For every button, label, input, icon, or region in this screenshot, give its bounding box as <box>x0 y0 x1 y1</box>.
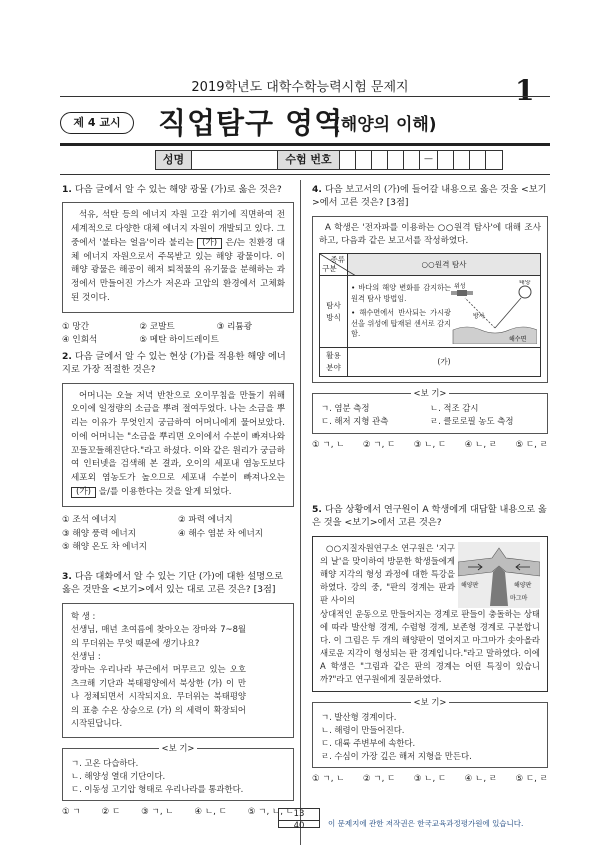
subject-title: 직업탐구 영역 <box>158 106 344 140</box>
bogi-item: ㄷ. 해저 지형 관측 <box>321 416 389 427</box>
answer-option[interactable]: ④ 인회석 <box>62 335 98 346</box>
bogi-item: ㄴ. 적조 감시 <box>430 403 479 414</box>
session-badge: 제 4 교시 <box>60 112 134 134</box>
method-cell <box>348 276 541 348</box>
svg-text:위성: 위성 <box>454 282 466 290</box>
exam-number-digit[interactable] <box>438 151 454 169</box>
bogi-item: ㄹ. 수심이 가장 깊은 해저 지형을 만든다. <box>321 750 472 761</box>
bogi-item: ㄹ. 클로로필 농도 측정 <box>430 416 514 427</box>
page-number: 1 <box>515 74 535 107</box>
bogi-label: <보 기> <box>411 388 450 398</box>
exam-number-digit[interactable] <box>486 151 502 169</box>
answer-options <box>62 514 294 555</box>
method-item: • 해수면에서 반사되는 가시광선을 위성에 탑재된 센서로 감지함. <box>351 307 451 339</box>
exam-number-digit[interactable] <box>388 151 404 169</box>
svg-text:방사: 방사 <box>473 312 485 320</box>
answer-option[interactable]: ④ 해수 염분 차 에너지 <box>178 528 264 539</box>
satellite-illustration <box>451 280 537 344</box>
passage-box <box>62 202 294 312</box>
name-label: 성명 <box>156 151 192 169</box>
answer-options <box>62 321 294 348</box>
page-total: 40 <box>293 820 305 831</box>
passage-text: 은/는 친환경 대체 에너지 자원으로서 주목받고 있는 해양 광물이다. 이 해양 광물은 해공이 해저 퇴적물의 유기물을 분해하는 과정에서 만들어진 가스가 저온과 고압의 환경에서 고체화된 것이다. <box>71 237 286 303</box>
bogi-item: ㄷ. 이동성 고기압 형태로 우리나라를 통과한다. <box>71 783 244 794</box>
answer-option[interactable]: ① ㄱ, ㄴ <box>312 773 345 784</box>
question-number: 5. <box>312 504 322 515</box>
passage-text: 어머니는 오늘 저녁 반찬으로 오이무침을 만들기 위해 오이에 일정량의 소금을 뿌려 절여두었다. 나는 소금을 뿌리는 이유가 무엇인지 궁금하여 어머니에게 물어보았다. 이에 어머니는 "소금을 뿌리면 오이에서 수분이 빠져나와 꼬들꼬들해진단다."라고 하셨다. 이와 같은 원리가 궁금하여 인터넷을 검색해 본 결과, 오이의 세포내 염농도보다 세포외 염농도가 높으므로 세포내 수분이 빠져나오는 <box>71 390 286 484</box>
report-intro: A 학생은 '전자파를 이용하는 ○○원격 탐사'에 대해 조사하고, 다음과 같은 보고서를 작성하였다. <box>319 222 541 247</box>
sun-icon <box>519 286 531 298</box>
svg-text:해양판: 해양판 <box>461 581 479 589</box>
question-number: 1. <box>62 184 72 195</box>
page-counter <box>278 808 320 831</box>
svg-text:해양판: 해양판 <box>514 581 532 589</box>
answer-options <box>312 439 548 452</box>
question-text: 다음 글에서 알 수 있는 현상 (가)를 적용한 해양 에너지로 가장 적절한 것은? <box>62 351 286 376</box>
question-text: 다음 상황에서 연구원이 A 학생에게 대답할 내용으로 옳은 것을 <보기>에서 고른 것은? <box>312 504 547 529</box>
blank-marker: (가) <box>197 238 222 249</box>
answer-option[interactable]: ① 조석 에너지 <box>62 514 117 525</box>
answer-option[interactable]: ③ 해양 풍력 에너지 <box>62 528 137 539</box>
bogi-item: ㄷ. 대륙 주변부에 속한다. <box>321 737 416 748</box>
column-header: ○○원격 탐사 <box>348 254 541 276</box>
copyright-notice: 이 문제지에 관한 저작권은 한국교육과정평가원에 있습니다. <box>328 819 524 828</box>
exam-title: 2019학년도 대학수학능력시험 문제지 <box>191 80 409 95</box>
passage-text: 석유, 석탄 등의 에너지 자원 고갈 위기에 직면하여 전 세계적으로 다양한 대체 에너지 자원이 개발되고 있다. 그중에서 '불타는 얼음'이라 불리는 <box>71 210 285 248</box>
question-1 <box>62 183 294 347</box>
svg-text:해수면: 해수면 <box>509 335 527 343</box>
bogi-item: ㄴ. 해령이 만들어진다. <box>321 724 405 735</box>
id-row <box>155 150 503 170</box>
question-number: 2. <box>62 351 72 362</box>
answer-option[interactable]: ③ ㄱ, ㄴ <box>141 806 174 817</box>
passage-text: 을/를 이용한다는 것을 알게 되었다. <box>98 486 232 497</box>
header-bottom-rule <box>60 174 550 175</box>
header-rule <box>60 96 550 97</box>
exam-number-digit[interactable] <box>340 151 356 169</box>
exam-number-label: 수험 번호 <box>278 151 340 169</box>
question-text: 다음 대화에서 알 수 있는 기단 (가)에 대한 설명으로 옳은 것만을 <보기>에서 있는 대로 고른 것은? [3점] <box>62 571 283 596</box>
dialogue-box <box>62 603 294 738</box>
passage-text: ○○지질자원연구소 연구원은 '지구의 날'을 맞이하여 방문한 학생들에게 해양 지각의 형성 과정에 대한 특강을 하였다. 강의 중, "판의 경계는 판과 판 사이의 <box>320 542 455 605</box>
exam-number-digit[interactable] <box>454 151 470 169</box>
answer-option[interactable]: ② ㄷ <box>101 806 121 817</box>
blank-marker: (가) <box>71 487 96 498</box>
exam-number-digit[interactable] <box>356 151 372 169</box>
answer-option[interactable]: ① 망간 <box>62 321 90 332</box>
exam-number-digit[interactable] <box>470 151 486 169</box>
question-text: 다음 글에서 알 수 있는 해양 광물 (가)로 옳은 것은? <box>74 184 282 195</box>
passage-box <box>62 383 294 507</box>
answer-option[interactable]: ② ㄱ, ㄷ <box>362 439 396 450</box>
name-field[interactable] <box>192 151 278 169</box>
column-divider <box>300 180 301 845</box>
answer-option[interactable]: ② 코발트 <box>139 321 175 332</box>
answer-option[interactable]: ① ㄱ, ㄴ <box>312 439 345 450</box>
passage-text: 상대적인 운동으로 만들어지는 경계로 판들이 충돌하는 상태에 따라 발산형 경계, 수렴형 경계, 보존형 경계로 구분합니다. 이 그림은 두 개의 해양판이 멀어지고 마그마가 솟아올라 새로운 지각이 형성되는 판 경계입니다."라고 말하였다. 이에 A 학생은 "그림과 같은 판의 경계는 어떤 특징이 있습니까?"라고 연구원에게 질문하였다. <box>320 608 540 684</box>
report-table <box>319 253 541 377</box>
bogi-box <box>312 388 548 433</box>
answer-option[interactable]: ⑤ ㄱ, ㄴ, ㄷ <box>247 806 294 817</box>
header-thick-rule <box>60 143 550 146</box>
bogi-item: ㄱ. 발산형 경계이다. <box>321 711 397 722</box>
usage-cell: (가) <box>348 348 541 377</box>
exam-number-digit[interactable] <box>404 151 420 169</box>
answer-option[interactable]: ④ ㄴ, ㄹ <box>464 439 498 450</box>
svg-text:태양: 태양 <box>519 279 531 286</box>
report-box <box>312 216 548 384</box>
ridge-illustration <box>458 542 540 608</box>
row-label: 탐사 방식 <box>320 276 348 348</box>
bogi-item: ㄱ. 염분 측정 <box>321 403 370 414</box>
answer-option[interactable]: ⑤ ㄷ, ㄹ <box>515 439 548 450</box>
subject-subtitle: (해양의 이해) <box>333 115 437 135</box>
question-4 <box>312 183 548 451</box>
row-label: 활용 분야 <box>320 348 348 377</box>
bogi-item: ㄱ. 고온 다습하다. <box>71 757 139 768</box>
exam-number-digit[interactable] <box>372 151 388 169</box>
answer-option[interactable]: ① ㄱ <box>62 806 81 817</box>
svg-text:마그마: 마그마 <box>510 594 528 602</box>
question-3 <box>62 570 294 819</box>
answer-option[interactable]: ③ 리튬광 <box>216 321 252 332</box>
answer-option[interactable]: ⑤ 해양 온도 차 에너지 <box>62 542 148 553</box>
corner-label-bottom: 구분 <box>322 264 337 274</box>
speaker-label: 선생님 : <box>71 651 101 661</box>
answer-option[interactable]: ② 파력 에너지 <box>178 514 233 525</box>
table-corner <box>320 254 348 276</box>
answer-option[interactable]: ③ ㄴ, ㄷ <box>413 773 447 784</box>
answer-option[interactable]: ② ㄱ, ㄷ <box>362 773 396 784</box>
answer-option[interactable]: ⑤ 메탄 하이드레이트 <box>139 335 219 346</box>
page-current: 13 <box>279 809 319 821</box>
question-number: 4. <box>312 184 322 195</box>
question-5 <box>312 503 548 786</box>
question-number: 3. <box>62 571 72 582</box>
answer-option[interactable]: ③ ㄴ, ㄷ <box>413 439 447 450</box>
corner-label-top: 종류 <box>330 255 345 265</box>
answer-option[interactable]: ④ ㄴ, ㄷ <box>194 806 227 817</box>
satellite-icon <box>457 290 467 296</box>
answer-option[interactable]: ④ ㄴ, ㄹ <box>464 773 498 784</box>
passage-box <box>312 536 548 692</box>
bogi-label: <보 기> <box>159 743 198 753</box>
dialogue-line: 장마는 우리나라 부근에서 머무르고 있는 오호츠크해 기단과 북태평양에서 북상한 (가) 이 만나 정체되면서 시작되지요. 무더위는 북태평양의 표층 수온 상승으로 (가) 의 세력이 확장되어 시작된답니다. <box>71 664 246 729</box>
bogi-item: ㄴ. 해양성 열대 기단이다. <box>71 770 166 781</box>
answer-options <box>62 806 294 819</box>
speaker-label: 학 생 : <box>71 610 96 621</box>
question-2 <box>62 350 294 554</box>
dialogue-line: 선생님, 매년 초여름에 찾아오는 장마와 7~8월의 무더위는 무엇 때문에 생기나요? <box>71 624 246 648</box>
answer-options <box>312 773 548 786</box>
exam-number-dash: — <box>420 151 438 169</box>
bogi-box <box>312 696 548 768</box>
answer-option[interactable]: ⑤ ㄷ, ㄹ <box>515 773 548 784</box>
method-item: • 바다의 해양 변화를 감지하는 원격 탐사 방법임. <box>351 283 451 303</box>
bogi-box <box>62 742 294 801</box>
question-text: 다음 보고서의 (가)에 들어갈 내용으로 옳은 것을 <보기>에서 고른 것은? [3점] <box>312 184 547 209</box>
bogi-label: <보 기> <box>411 697 450 707</box>
